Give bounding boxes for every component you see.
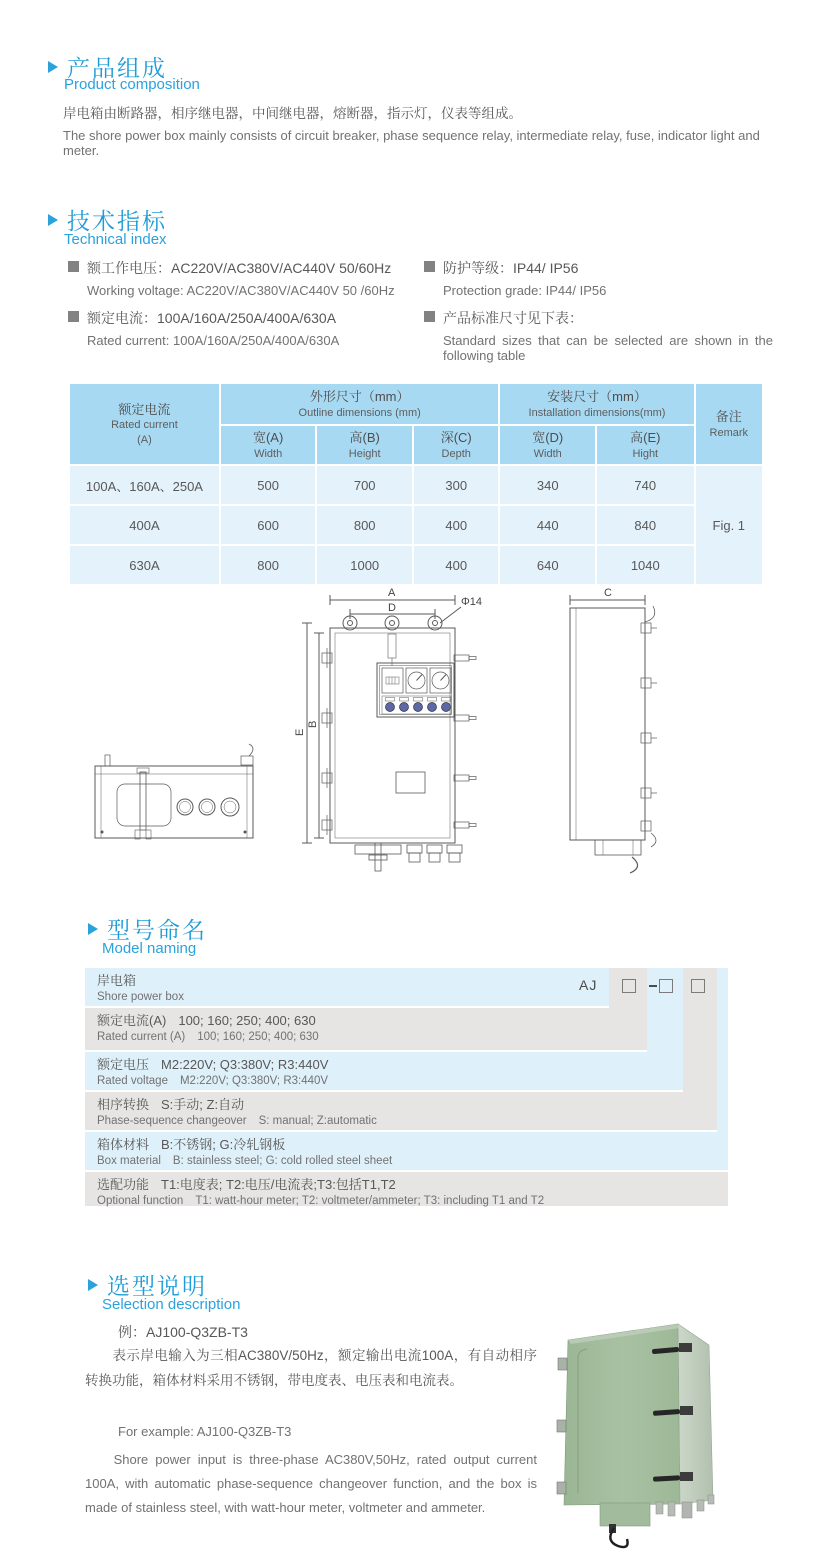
cell-value: 800 <box>317 506 412 544</box>
product-photo <box>542 1288 822 1563</box>
naming-label: 相序转换 <box>97 1097 150 1112</box>
naming-label: Rated current (A) <box>97 1031 186 1044</box>
section-arrow-icon <box>48 61 58 73</box>
shore-power-box-photo <box>557 1324 714 1547</box>
dim-label-a: A <box>388 587 396 599</box>
table-row <box>70 506 762 544</box>
selection-title-en: Selection description <box>102 1296 241 1313</box>
selection-example-cn: 例：AJ100-Q3ZB-T3 <box>118 1324 248 1340</box>
header-en: Rated current <box>111 419 178 432</box>
indicator-lights <box>386 698 451 712</box>
naming-label: Rated voltage <box>97 1075 168 1088</box>
model-code-dash <box>649 985 657 987</box>
header-cn: 宽(A) <box>252 430 284 446</box>
header-en: Width <box>254 447 283 460</box>
spec-en: Standard sizes that can be selected are shown in the following table <box>443 333 773 363</box>
model-code-box <box>622 979 636 993</box>
dim-label-phi14: Φ14 <box>461 596 483 608</box>
header-unit: (A) <box>137 433 152 446</box>
col-group-outline <box>221 384 499 424</box>
technical-drawing <box>55 578 785 878</box>
naming-row-cn: 岸电箱 <box>97 973 137 988</box>
naming-row <box>85 1008 647 1050</box>
naming-row <box>85 1132 728 1170</box>
naming-label: 箱体材料 <box>97 1137 150 1152</box>
cell-value: 400 <box>414 546 498 584</box>
naming-row <box>85 968 609 1006</box>
header-en: Height <box>348 447 381 460</box>
cell-remark: Fig. 1 <box>696 466 762 584</box>
control-panel <box>377 663 454 717</box>
selection-example-en: For example: AJ100-Q3ZB-T3 <box>118 1424 292 1439</box>
cell-current: 630A <box>70 546 219 584</box>
dim-label-d: D <box>388 602 396 614</box>
cell-value: 1040 <box>597 546 694 584</box>
naming-values: T1:电度表; T2:电压/电流表;T3:包括T1,T2 <box>161 1177 396 1192</box>
naming-values: S:手动; Z:自动 <box>161 1097 245 1112</box>
naming-values: M2:220V; Q3:380V; R3:440V <box>161 1057 329 1072</box>
cell-value: 700 <box>317 466 412 504</box>
hanging-hook <box>610 1528 627 1547</box>
composition-title-en: Product composition <box>64 76 200 93</box>
model-code-box <box>659 979 673 993</box>
selection-body-en-text: Shore power input is three-phase AC380V,50Hz, rated output current 100A, with automatic phase-sequence changeover function, and the box is made of stainless steel, with watt-hour meter, voltmeter and ammeter. <box>85 1452 537 1516</box>
header-en: Installation dimensions(mm) <box>528 406 666 419</box>
dim-label-b: B <box>307 720 319 728</box>
naming-label: 额定电压 <box>97 1057 150 1072</box>
spec-cn: 产品标准尺寸见下表： <box>443 310 583 326</box>
composition-body-cn: 岸电箱由断路器，相序继电器，中间继电器，熔断器，指示灯，仪表等组成。 <box>63 106 522 121</box>
square-bullet-icon <box>68 261 79 272</box>
col-header-remark <box>696 384 762 464</box>
model-naming-diagram <box>85 968 728 1206</box>
col-header-width-a <box>221 426 316 464</box>
latch-marks <box>454 655 476 828</box>
cell-current: 100A、160A、250A <box>70 466 219 504</box>
section-arrow-icon <box>88 1279 98 1291</box>
side-latches <box>641 623 657 831</box>
header-en: Outline dimensions (mm) <box>298 406 421 419</box>
selection-body-cn <box>85 1344 537 1394</box>
naming-values: B:不锈钢; G:冷轧钢板 <box>161 1137 286 1152</box>
naming-row <box>85 1092 717 1130</box>
nameplate <box>396 772 425 793</box>
col-group-installation <box>500 384 693 424</box>
cell-value: 300 <box>414 466 498 504</box>
naming-label: 选配功能 <box>97 1177 150 1192</box>
section-arrow-icon <box>88 923 98 935</box>
spec-item <box>68 308 413 328</box>
bottom-box <box>600 1503 650 1526</box>
cell-current: 400A <box>70 506 219 544</box>
spec-cn: 额定电流：100A/160A/250A/400A/630A <box>87 310 337 326</box>
bottom-view <box>95 744 253 839</box>
cell-value: 740 <box>597 466 694 504</box>
dim-label-c: C <box>604 587 612 599</box>
naming-values: M2:220V; Q3:380V; R3:440V <box>179 1075 329 1088</box>
model-naming-title-en: Model naming <box>102 940 197 957</box>
bottom-fittings <box>355 843 462 871</box>
naming-row-en: Shore power box <box>97 991 184 1004</box>
spec-item <box>424 308 774 328</box>
naming-label: Phase-sequence changeover <box>97 1115 247 1128</box>
col-header-depth-c <box>414 426 498 464</box>
table-row <box>70 466 762 504</box>
selection-body-en <box>85 1448 537 1520</box>
header-cn: 深(C) <box>440 430 472 446</box>
naming-values: 100; 160; 250; 400; 630 <box>178 1013 316 1028</box>
naming-label: 额定电流(A) <box>97 1013 167 1028</box>
square-bullet-icon <box>68 311 79 322</box>
header-cn: 高(B) <box>349 430 380 446</box>
naming-values: 100; 160; 250; 400; 630 <box>197 1031 319 1044</box>
technical-title-en: Technical index <box>64 231 167 248</box>
cell-value: 640 <box>500 546 595 584</box>
header-en: Hight <box>632 447 659 460</box>
naming-row <box>85 1172 728 1206</box>
header-cn: 备注 <box>715 409 742 425</box>
square-bullet-icon <box>424 261 435 272</box>
header-en: Width <box>533 447 562 460</box>
header-cn: 宽(D) <box>532 430 564 446</box>
dim-label-e: E <box>294 728 306 736</box>
front-view <box>294 587 482 871</box>
cell-value: 1000 <box>317 546 412 584</box>
cell-value: 400 <box>414 506 498 544</box>
composition-body-en: The shore power box mainly consists of circuit breaker, phase sequence relay, intermediate relay, fuse, indicator light and meter. <box>63 128 760 158</box>
spec-en: Working voltage: AC220V/AC380V/AC440V 50 /60Hz <box>87 283 395 298</box>
spec-item <box>68 258 413 278</box>
header-cn: 高(E) <box>630 430 661 446</box>
naming-values: T1: watt-hour meter; T2: voltmeter/ammeter; T3: including T1 and T2 <box>195 1195 545 1208</box>
model-code-prefix: AJ <box>579 977 598 993</box>
cell-value: 800 <box>221 546 316 584</box>
model-naming-title-cn: 型号命名 <box>107 917 207 943</box>
selection-body-cn-text: 表示岸电输入为三相AC380V/50Hz，额定输出电流100A，有自动相序转换功能，箱体材料采用不锈钢，带电度表、电压表和电流表。 <box>85 1348 537 1388</box>
square-bullet-icon <box>424 311 435 322</box>
naming-row <box>85 1052 683 1090</box>
spec-cn: 防护等级：IP44/ IP56 <box>443 260 579 276</box>
cell-value: 440 <box>500 506 595 544</box>
composition-title-cn: 产品组成 <box>67 55 167 81</box>
col-header-height-b <box>317 426 412 464</box>
header-en: Depth <box>441 447 471 460</box>
col-header-rated-current <box>70 384 219 464</box>
cell-value: 500 <box>221 466 316 504</box>
technical-title-cn: 技术指标 <box>67 208 167 234</box>
col-header-height-e <box>597 426 694 464</box>
section-arrow-icon <box>48 214 58 226</box>
naming-values: B: stainless steel; G: cold rolled steel sheet <box>172 1155 393 1168</box>
col-header-width-d <box>500 426 595 464</box>
spec-en: Rated current: 100A/160A/250A/400A/630A <box>87 333 340 348</box>
naming-values: S: manual; Z:automatic <box>258 1115 377 1128</box>
spec-item <box>424 258 774 278</box>
cell-value: 600 <box>221 506 316 544</box>
model-code-box <box>691 979 705 993</box>
naming-label: Optional function <box>97 1195 184 1208</box>
spec-en: Protection grade: IP44/ IP56 <box>443 283 607 298</box>
cell-value: 340 <box>500 466 595 504</box>
dimensions-table <box>68 382 764 586</box>
header-en: Remark <box>709 426 749 439</box>
selection-title-cn: 选型说明 <box>107 1273 207 1299</box>
side-view <box>570 587 657 873</box>
header-cn: 额定电流 <box>118 401 171 417</box>
naming-label: Box material <box>97 1155 161 1168</box>
cell-value: 840 <box>597 506 694 544</box>
header-cn: 安装尺寸（mm） <box>547 389 647 405</box>
spec-cn: 额工作电压：AC220V/AC380V/AC440V 50/60Hz <box>87 260 392 276</box>
header-cn: 外形尺寸（mm） <box>309 389 410 405</box>
